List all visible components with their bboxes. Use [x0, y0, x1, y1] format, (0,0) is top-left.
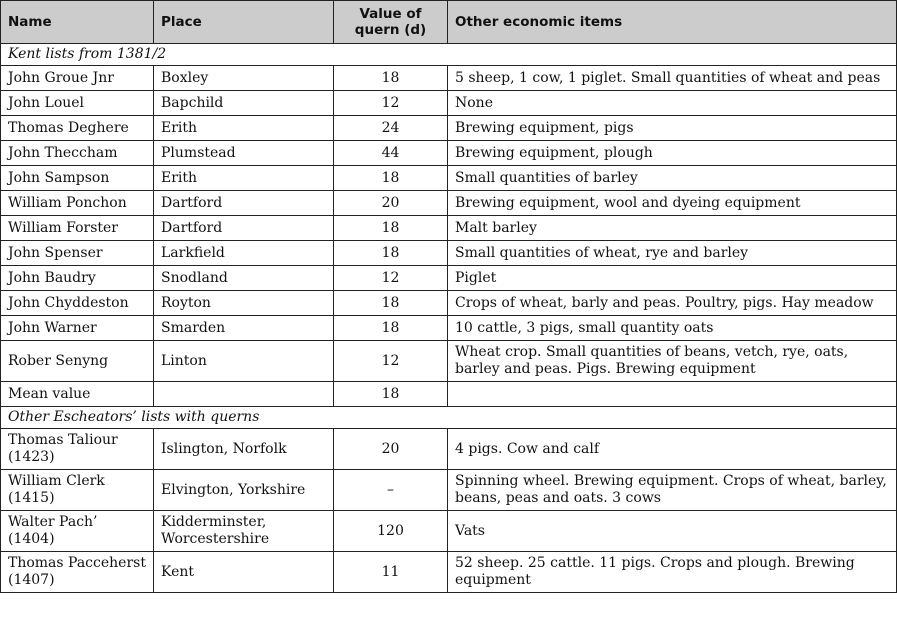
cell-value: 18	[334, 316, 448, 341]
table-row	[1, 341, 897, 382]
cell-value: 12	[334, 341, 448, 382]
header-items: Other economic items	[448, 1, 897, 44]
table-row	[1, 241, 897, 266]
section-title: Other Escheators’ lists with querns	[1, 407, 897, 429]
table-row	[1, 429, 897, 470]
cell-name: John Louel	[1, 91, 154, 116]
table-row	[1, 141, 897, 166]
cell-name: Walter Pach’ (1404)	[1, 511, 154, 552]
cell-name: Thomas Taliour (1423)	[1, 429, 154, 470]
cell-name: John Chyddeston	[1, 291, 154, 316]
cell-place: Erith	[154, 166, 334, 191]
table-row	[1, 191, 897, 216]
cell-value: 120	[334, 511, 448, 552]
cell-name: John Sampson	[1, 166, 154, 191]
cell-place: Kidderminster, Worcestershire	[154, 511, 334, 552]
cell-place: Larkfield	[154, 241, 334, 266]
cell-items: 52 sheep. 25 cattle. 11 pigs. Crops and plough. Brewing equipment	[448, 552, 897, 593]
table-row	[1, 511, 897, 552]
table-row	[1, 66, 897, 91]
cell-name: Rober Senyng	[1, 341, 154, 382]
cell-value: –	[334, 470, 448, 511]
table-row	[1, 316, 897, 341]
cell-name: William Clerk (1415)	[1, 470, 154, 511]
cell-name: John Theccham	[1, 141, 154, 166]
cell-place: Linton	[154, 341, 334, 382]
cell-items: Brewing equipment, wool and dyeing equipment	[448, 191, 897, 216]
cell-place: Snodland	[154, 266, 334, 291]
cell-value: 18	[334, 216, 448, 241]
cell-items: Brewing equipment, pigs	[448, 116, 897, 141]
cell-items: Small quantities of barley	[448, 166, 897, 191]
cell-place: Bapchild	[154, 91, 334, 116]
table-row	[1, 552, 897, 593]
cell-name: William Ponchon	[1, 191, 154, 216]
cell-items: 5 sheep, 1 cow, 1 piglet. Small quantities of wheat and peas	[448, 66, 897, 91]
cell-place: Islington, Norfolk	[154, 429, 334, 470]
cell-value: 12	[334, 266, 448, 291]
cell-name: John Warner	[1, 316, 154, 341]
table-row	[1, 166, 897, 191]
cell-items: Vats	[448, 511, 897, 552]
cell-value: 11	[334, 552, 448, 593]
cell-name: Thomas Pacceherst (1407)	[1, 552, 154, 593]
table-row	[1, 216, 897, 241]
cell-items: None	[448, 91, 897, 116]
cell-items	[448, 382, 897, 407]
header-row	[1, 1, 897, 44]
cell-name: William Forster	[1, 216, 154, 241]
cell-items: Small quantities of wheat, rye and barley	[448, 241, 897, 266]
cell-items: Crops of wheat, barly and peas. Poultry, pigs. Hay meadow	[448, 291, 897, 316]
cell-value: 18	[334, 66, 448, 91]
cell-items: 10 cattle, 3 pigs, small quantity oats	[448, 316, 897, 341]
cell-value: 18	[334, 382, 448, 407]
cell-name: Thomas Deghere	[1, 116, 154, 141]
cell-place: Erith	[154, 116, 334, 141]
cell-place: Royton	[154, 291, 334, 316]
cell-name: John Spenser	[1, 241, 154, 266]
table-row	[1, 470, 897, 511]
cell-value: 24	[334, 116, 448, 141]
cell-name: John Groue Jnr	[1, 66, 154, 91]
cell-value: 20	[334, 429, 448, 470]
cell-value: 18	[334, 291, 448, 316]
cell-value: 18	[334, 166, 448, 191]
cell-items: Spinning wheel. Brewing equipment. Crops of wheat, barley, beans, peas and oats. 3 cows	[448, 470, 897, 511]
cell-value: 20	[334, 191, 448, 216]
cell-place	[154, 382, 334, 407]
table-row	[1, 91, 897, 116]
cell-items: Wheat crop. Small quantities of beans, vetch, rye, oats, barley and peas. Pigs. Brewing equipment	[448, 341, 897, 382]
header-value: Value of quern (d)	[334, 1, 448, 44]
cell-items: Malt barley	[448, 216, 897, 241]
cell-name: John Baudry	[1, 266, 154, 291]
section-row	[1, 407, 897, 429]
cell-place: Kent	[154, 552, 334, 593]
cell-place: Plumstead	[154, 141, 334, 166]
cell-name: Mean value	[1, 382, 154, 407]
section-row	[1, 44, 897, 66]
cell-place: Smarden	[154, 316, 334, 341]
table-row	[1, 291, 897, 316]
table-row	[1, 266, 897, 291]
cell-value: 18	[334, 241, 448, 266]
cell-place: Boxley	[154, 66, 334, 91]
mean-row	[1, 382, 897, 407]
cell-place: Dartford	[154, 191, 334, 216]
table-row	[1, 116, 897, 141]
cell-place: Dartford	[154, 216, 334, 241]
cell-items: 4 pigs. Cow and calf	[448, 429, 897, 470]
cell-items: Piglet	[448, 266, 897, 291]
header-place: Place	[154, 1, 334, 44]
header-name: Name	[1, 1, 154, 44]
cell-place: Elvington, Yorkshire	[154, 470, 334, 511]
cell-value: 12	[334, 91, 448, 116]
section-title: Kent lists from 1381/2	[1, 44, 897, 66]
cell-value: 44	[334, 141, 448, 166]
cell-items: Brewing equipment, plough	[448, 141, 897, 166]
